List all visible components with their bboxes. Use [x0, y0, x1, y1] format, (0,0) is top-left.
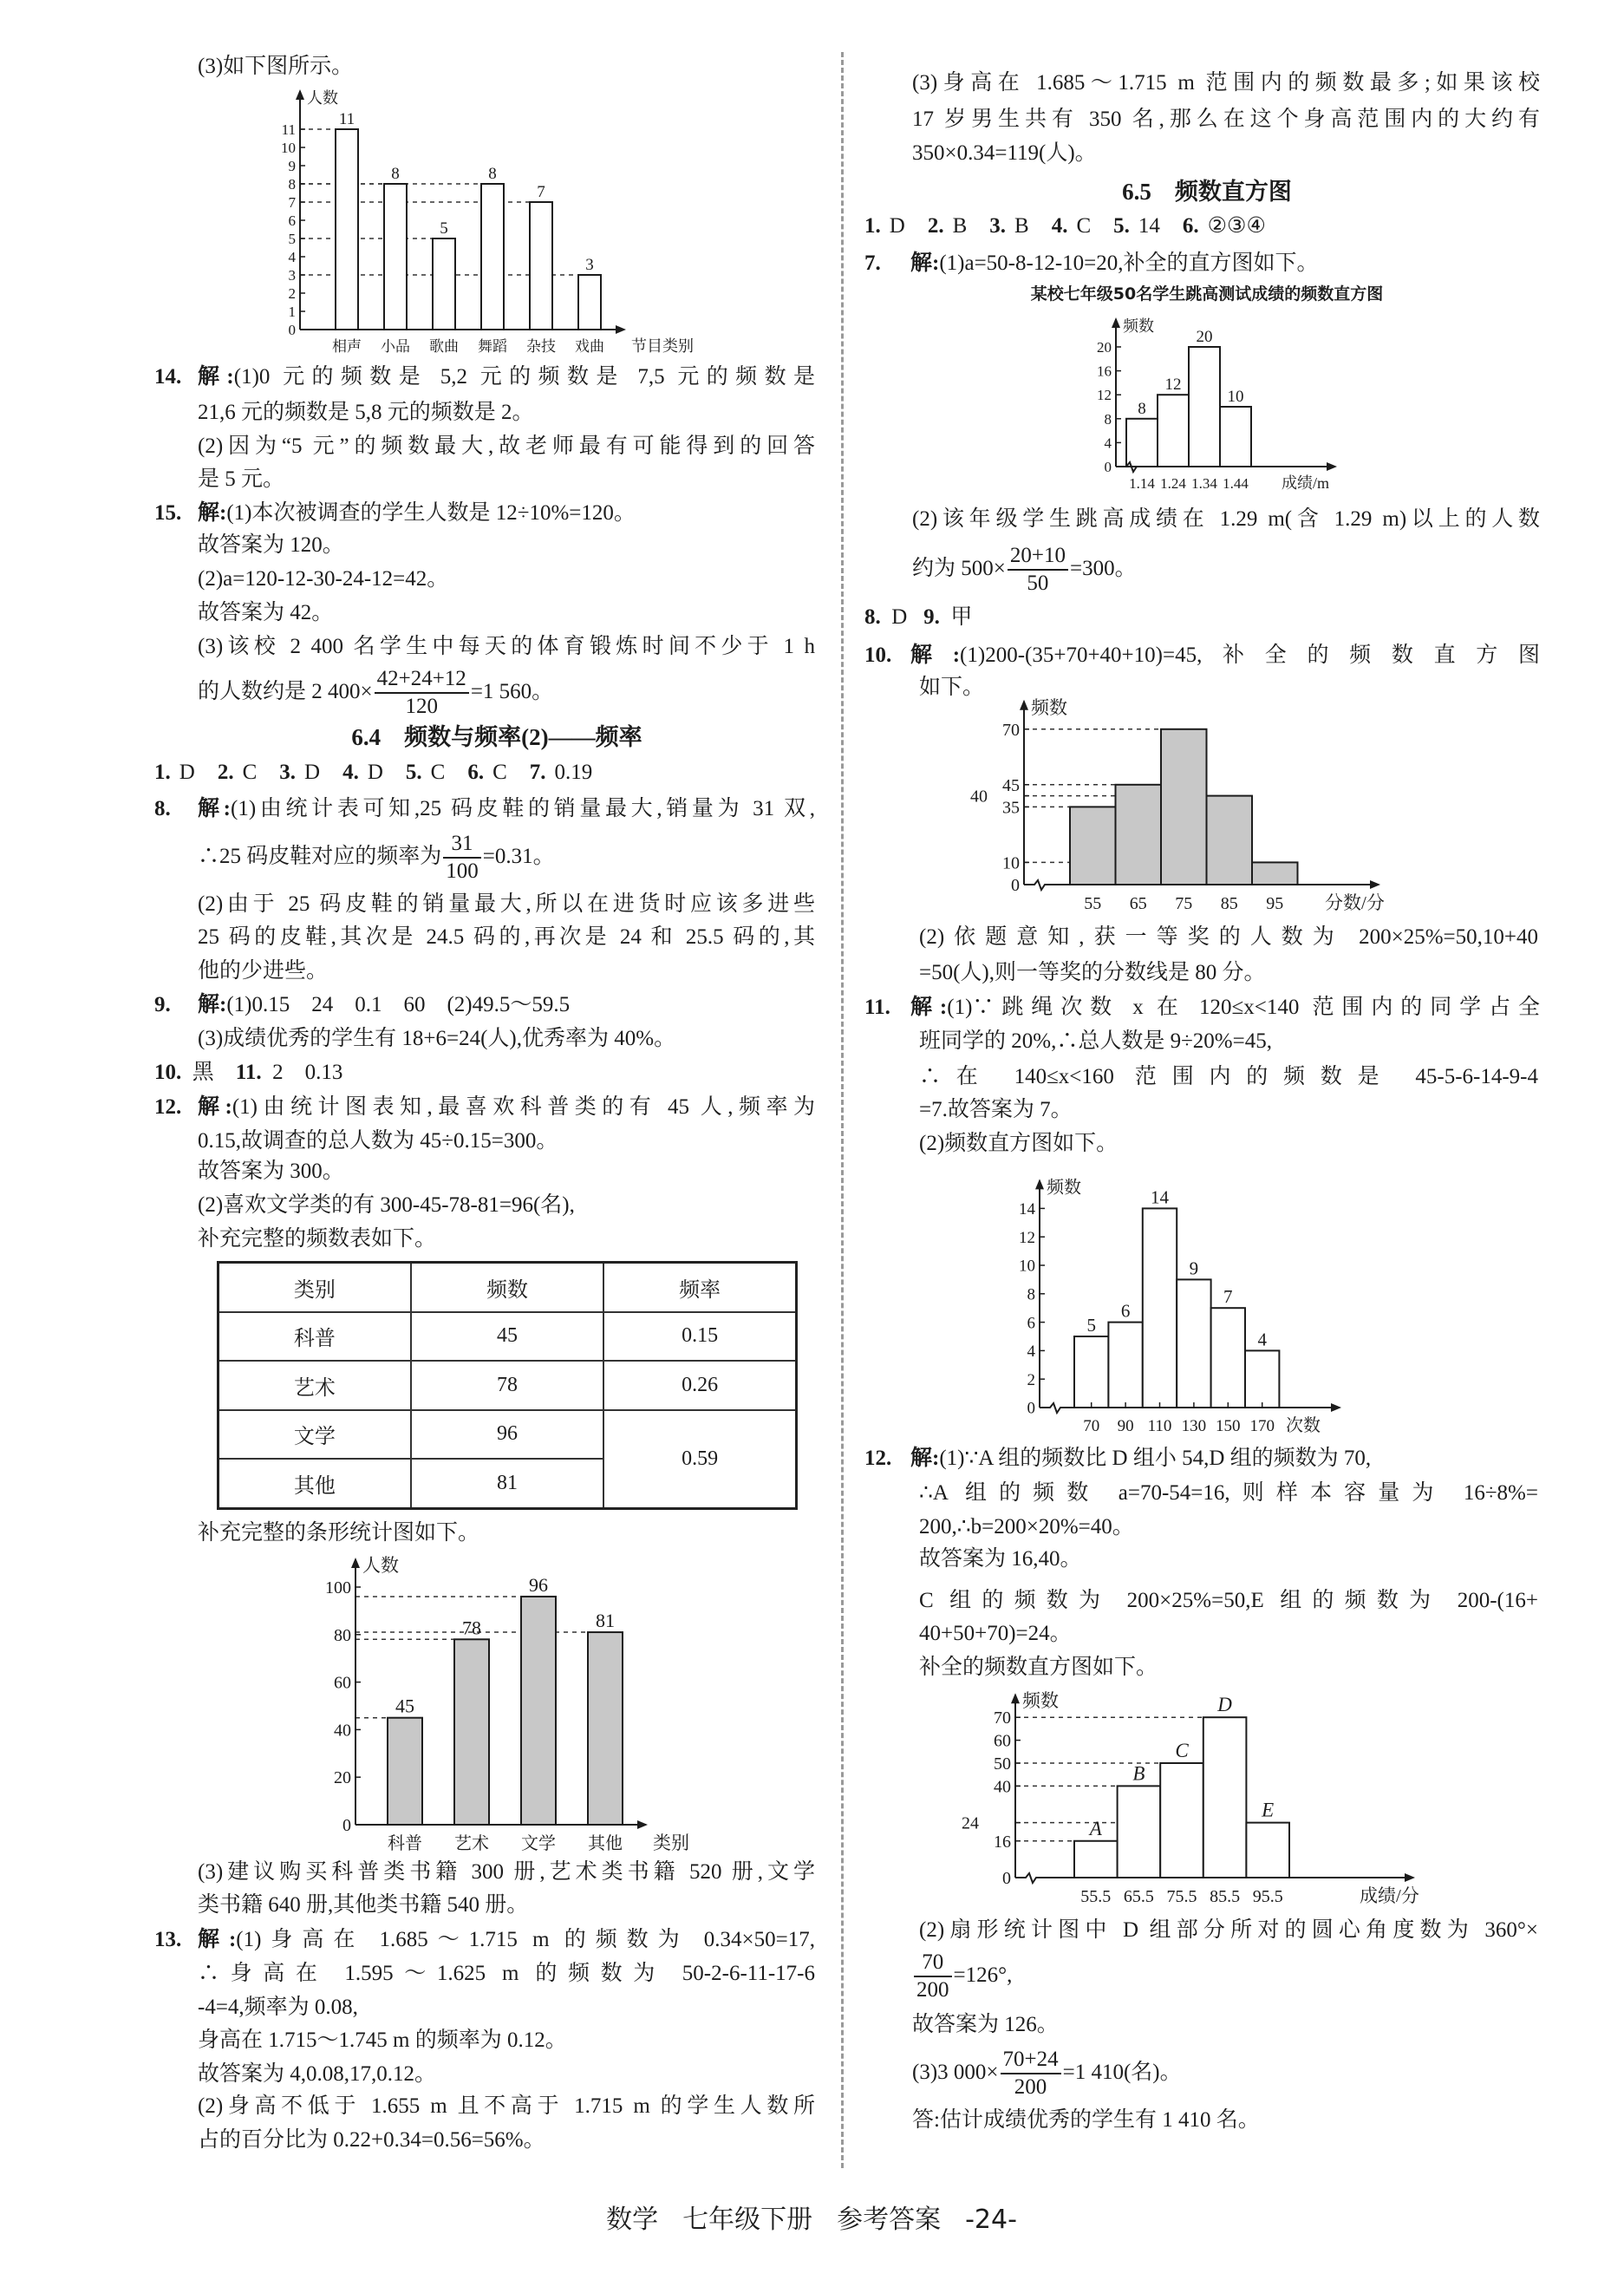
y-tick-label: 4 [288, 248, 296, 265]
x-tick-label: 90 [1117, 1417, 1134, 1435]
bar-value-label: 8 [391, 165, 400, 183]
y-axis-arrow [296, 89, 304, 100]
y-tick-label: 24 [962, 1813, 979, 1833]
y-tick-label: 4 [1027, 1343, 1035, 1362]
y-axis-arrow [1112, 317, 1120, 328]
table-row [218, 1410, 797, 1460]
x-axis [1024, 880, 1379, 890]
x-tick-label: 75.5 [1166, 1887, 1197, 1906]
x-tick-label: 55.5 [1080, 1887, 1112, 1906]
q14-line: 是 5 元。 [198, 467, 285, 491]
q15-line: (2)a=120-12-30-24-12=42。 [198, 567, 449, 591]
bar [1116, 785, 1162, 885]
y-axis-arrow [351, 1558, 360, 1568]
x-tick-label: 小品 [381, 338, 410, 355]
x-axis-title: 类别 [653, 1832, 689, 1853]
histogram-title: 某校七年级50名学生跳高测试成绩的频数直方图 [1030, 284, 1384, 304]
bar [1074, 1336, 1108, 1408]
y-tick-label: 8 [1027, 1285, 1035, 1304]
table-cell: 81 [411, 1459, 603, 1508]
x-tick-label: 1.14 [1129, 475, 1155, 492]
table-cell: 0.15 [603, 1312, 796, 1362]
q15-line: 故答案为 120。 [198, 533, 344, 557]
choice-answer: C [492, 761, 507, 784]
y-tick-label: 0 [288, 321, 296, 338]
bar [481, 184, 504, 330]
choice-answer: C [430, 761, 446, 784]
bar-value-label: 12 [1164, 376, 1182, 395]
bar-value-label: 5 [440, 219, 448, 238]
x-tick-label: 110 [1147, 1417, 1172, 1435]
footer-grade: 七年级下册 [682, 2205, 813, 2235]
choice-number: 3. [279, 761, 296, 784]
table-cell: 45 [411, 1312, 603, 1362]
q7-number: 7. [864, 252, 881, 275]
q12-line: 类书籍 640 册,其他类书籍 540 册。 [198, 1893, 529, 1917]
q14-line: (2)因为“5 元”的频数最大,故老师最有可能得到的回答 [198, 434, 815, 458]
q13-part3-line: (3)身高在 1.685～1.715 m 范围内的频数最多;如果该校 [912, 71, 1540, 95]
y-tick-label: 40 [970, 787, 988, 807]
bar [1158, 395, 1189, 467]
bar-value-label: 20 [1196, 328, 1213, 346]
bar [578, 275, 601, 330]
y-tick-label: 12 [1097, 387, 1112, 404]
q12-line: 故答案为 300。 [198, 1160, 344, 1183]
choice-number: 4. [342, 761, 359, 784]
x-tick-label: 150 [1216, 1417, 1241, 1435]
y-tick-label: 12 [1019, 1228, 1035, 1247]
bar-value-label: 14 [1151, 1186, 1169, 1208]
bar-value-label: 78 [462, 1617, 481, 1639]
q12-line: 故答案为 126。 [912, 2013, 1059, 2036]
q14-line: 21,6 元的频数是 5,8 元的频数是 2。 [198, 401, 534, 424]
x-tick-label: 85.5 [1210, 1887, 1241, 1906]
bar-value-label: 96 [529, 1573, 548, 1596]
q8-line: 25 码的皮鞋,其次是 24.5 码的,再次是 24 和 25.5 码的,其 [198, 925, 815, 949]
x-tick-label: 相声 [332, 338, 362, 355]
y-axis-title: 频数 [1031, 696, 1067, 718]
x-tick-label: 1.44 [1223, 475, 1249, 492]
x-axis-arrow [616, 325, 626, 334]
choice-answer: C [242, 761, 258, 784]
bar [530, 202, 552, 330]
x-tick-label: 95 [1266, 894, 1284, 913]
bar-group-label: E [1262, 1799, 1275, 1821]
column-divider [841, 52, 844, 2168]
fraction: $\frac{20+10}{50}$ [1008, 543, 1068, 597]
bar [384, 184, 407, 330]
y-tick-label: 0 [1104, 458, 1112, 475]
choice-number: 6. [467, 761, 485, 784]
bar-group-label: C [1175, 1740, 1189, 1761]
choice-answer: B [1014, 214, 1029, 238]
choice-number: 3. [989, 214, 1006, 238]
y-axis-title: 人数 [362, 1555, 399, 1576]
table-row [218, 1312, 797, 1362]
q10-line: =50(人),则一等奖的分数线是 80 分。 [919, 961, 1266, 984]
y-tick-label: 2 [1027, 1370, 1035, 1389]
q11-number: 11. [864, 996, 890, 1019]
q7-line: 解:(1)a=50-8-12-10=20,补全的直方图如下。 [910, 252, 1319, 275]
fraction: $\frac{31}{100}$ [443, 831, 481, 885]
choice-answer: ②③④ [1207, 214, 1266, 238]
choice-answer: C [1076, 214, 1092, 238]
x-tick-label: 65.5 [1123, 1887, 1154, 1906]
choice-answers-6-4 [154, 758, 615, 787]
x-axis-arrow [1405, 1873, 1415, 1882]
y-tick-label: 10 [1019, 1257, 1035, 1276]
q13-part3-line: 350×0.34=119(人)。 [912, 141, 1097, 165]
page-number: -24- [965, 2205, 1017, 2235]
x-axis-arrow [1370, 880, 1380, 889]
bar [1108, 1323, 1142, 1408]
choice-number: 7. [529, 761, 546, 784]
q10-line: 解:(1)200-(35+70+40+10)=45,补全的频数直方图 [910, 643, 1541, 667]
bar [433, 238, 455, 330]
x-axis-title: 成绩/m [1282, 474, 1330, 492]
bar [388, 1718, 422, 1825]
fraction: $\frac{70}{200}$ [914, 1950, 952, 2003]
x-tick-label: 艺术 [454, 1834, 489, 1853]
section-heading-6-4: 6.4 频数与频率(2)——频率 [351, 724, 642, 750]
q12-line: (2)扇形统计图中 D 组部分所对的圆心角度数为 360°× [919, 1918, 1538, 1942]
q12-line: 解:(1)∵A 组的频数比 D 组小 54,D 组的频数为 70, [910, 1447, 1372, 1470]
q12-line: 200,∴b=200×20%=40。 [919, 1515, 1134, 1539]
bar [1143, 1208, 1177, 1408]
table-cell: 艺术 [218, 1361, 411, 1410]
bar-value-label: 7 [1223, 1286, 1233, 1308]
y-tick-label: 2 [288, 284, 296, 302]
choice-number: 1. [154, 761, 171, 784]
x-axis-title: 次数 [1286, 1416, 1321, 1435]
bar [1220, 407, 1251, 467]
q15-line: 解:(1)本次被调查的学生人数是 12÷10%=120。 [198, 501, 636, 525]
q13-part3-line: 17 岁男生共有 350 名,那么在这个身高范围内的大约有 [912, 108, 1540, 131]
bar-value-label: 6 [1120, 1300, 1131, 1322]
bar [1245, 1350, 1279, 1408]
y-tick-label: 0 [1011, 876, 1020, 895]
q8-line: 他的少进些。 [198, 959, 329, 983]
y-tick-label: 45 [1002, 775, 1020, 795]
y-tick-label: 60 [994, 1731, 1011, 1751]
bar-value-label: 8 [1138, 399, 1146, 418]
bar [588, 1632, 623, 1825]
q8-number: 8. [154, 797, 171, 820]
bar-group-label: D [1217, 1694, 1232, 1716]
x-tick-label: 科普 [388, 1834, 422, 1853]
q12-line: 40+50+70)=24。 [919, 1622, 1072, 1645]
table-header: 类别 [218, 1263, 411, 1312]
bar [1211, 1308, 1245, 1408]
y-axis-arrow [1011, 1693, 1020, 1703]
y-tick-label: 5 [288, 230, 296, 247]
q10-line: 如下。 [919, 676, 985, 699]
x-axis-title: 分数/分 [1325, 892, 1385, 913]
bar [1160, 1763, 1203, 1878]
table-cell: 其他 [218, 1459, 411, 1508]
y-tick-label: 10 [281, 139, 296, 156]
q12-line: 补充完整的条形统计图如下。 [198, 1521, 480, 1545]
bar-group-label: A [1089, 1817, 1102, 1839]
bar [1252, 862, 1298, 885]
x-axis [1015, 1873, 1413, 1883]
bar [336, 129, 358, 330]
q12-line: 补充完整的频数表如下。 [198, 1227, 437, 1251]
bar [1070, 807, 1116, 885]
q11-line: =7.故答案为 7。 [919, 1098, 1073, 1121]
q13-line: 解:(1)身高在 1.685～1.715 m 的频数为 0.34×50=17, [198, 1928, 816, 1951]
x-tick-label: 95.5 [1252, 1887, 1283, 1906]
y-tick-label: 70 [994, 1708, 1011, 1728]
q11-line: ∴在 140≤x<160 范围内的频数是 45-5-6-14-9-4 [919, 1065, 1538, 1088]
q12-line: (3)建议购买科普类书籍 300 册,艺术类书籍 520 册,文学 [198, 1860, 815, 1884]
y-tick-label: 0 [1027, 1399, 1035, 1418]
q12-line: 故答案为 16,40。 [919, 1547, 1082, 1571]
q12-number: 12. [154, 1095, 182, 1119]
fraction: $\frac{42+24+12}{120}$ [375, 666, 469, 720]
y-tick-label: 80 [334, 1625, 351, 1645]
y-tick-label: 11 [281, 121, 296, 138]
choice-number: 5. [1113, 214, 1130, 238]
q9-line: 解:(1)0.15 24 0.1 60 (2)49.5～59.5 [198, 993, 571, 1016]
y-tick-label: 20 [1097, 338, 1112, 356]
q12-line: (2)喜欢文学类的有 300-45-78-81=96(名), [198, 1193, 575, 1217]
choice-number: 2. [927, 214, 944, 238]
q7-line: (2)该年级学生跳高成绩在 1.29 m(含 1.29 m)以上的人数 [912, 507, 1540, 531]
q12-number: 12. [864, 1447, 892, 1470]
choice-answer: D [367, 761, 383, 784]
q13-line: ∴身高在 1.595～1.625 m 的频数为 50-2-6-11-17-6 [198, 1962, 815, 1985]
q13-line: (2)身高不低于 1.655 m 且不高于 1.715 m 的学生人数所 [198, 2094, 815, 2118]
fraction: $\frac{70+24}{200}$ [1001, 2047, 1061, 2100]
x-tick-label: 1.24 [1160, 475, 1186, 492]
y-axis-title: 频数 [1123, 317, 1154, 335]
q12-line: 0.15,故调查的总人数为 45÷0.15=300。 [198, 1129, 558, 1153]
bar-value-label: 9 [1189, 1258, 1199, 1279]
q14-number: 14. [154, 365, 182, 389]
bar-value-label: 7 [537, 183, 545, 201]
y-tick-label: 60 [334, 1673, 351, 1693]
q10-number: 10. [864, 643, 892, 667]
bar [1161, 729, 1207, 885]
x-tick-label: 1.34 [1191, 475, 1217, 492]
y-axis-title: 频数 [1022, 1690, 1059, 1712]
bar-value-label: 4 [1257, 1329, 1267, 1350]
y-tick-label: 7 [288, 193, 296, 211]
x-axis [1116, 462, 1335, 472]
bar [1177, 1279, 1210, 1408]
bar-group-label: B [1132, 1762, 1145, 1785]
y-axis-title: 频数 [1047, 1178, 1081, 1198]
table-cell: 科普 [218, 1312, 411, 1362]
table-cell: 文学 [218, 1410, 411, 1460]
y-tick-label: 8 [1104, 410, 1112, 428]
q15-line-fraction: 的人数约是 2 400× $\frac{42+24+12}{120}$ =1 560。 [198, 667, 554, 719]
section-heading-6-5: 6.5 频数直方图 [1122, 179, 1292, 205]
page-footer [594, 2198, 1029, 2236]
y-tick-label: 100 [325, 1578, 351, 1597]
y-axis-arrow [1020, 700, 1028, 710]
bar [1189, 347, 1220, 467]
q8-line-fraction: ∴25 码皮鞋对应的频率为 $\frac{31}{100}$ =0.31。 [198, 832, 555, 884]
x-tick-label: 170 [1249, 1417, 1275, 1435]
choice-number: 4. [1051, 214, 1068, 238]
bar-value-label: 5 [1086, 1315, 1096, 1336]
x-tick-label: 55 [1084, 894, 1102, 913]
q8-line: 解:(1)由统计表可知,25 码皮鞋的销量最大,销量为 31 双, [198, 797, 816, 820]
choice-answers-6-5 [864, 212, 1288, 241]
q12-line: C 组的频数为 200×25%=50,E 组的频数为 200-(16+ [919, 1589, 1538, 1612]
table-cell: 0.26 [603, 1361, 796, 1410]
bar [1207, 796, 1253, 885]
bar-value-label: 81 [596, 1610, 615, 1632]
x-tick-label: 杂技 [526, 338, 556, 355]
x-axis [1040, 1403, 1340, 1413]
y-tick-label: 0 [1002, 1869, 1011, 1888]
q12-line: 答:估计成绩优秀的学生有 1 410 名。 [912, 2108, 1260, 2132]
choice-number: 1. [864, 214, 881, 238]
bar [1246, 1823, 1289, 1878]
footer-subject: 数学 [606, 2205, 659, 2235]
q11-line: 班同学的 20%,∴总人数是 9÷20%=45, [919, 1029, 1272, 1053]
q13-part3-text: (3)如下图所示。 [198, 55, 354, 78]
y-tick-label: 9 [288, 157, 296, 174]
x-axis-arrow [1331, 1403, 1341, 1412]
bar-value-label: 3 [585, 256, 594, 274]
y-tick-label: 14 [1019, 1200, 1035, 1219]
q8-line: (2)由于 25 码皮鞋的销量最大,所以在进货时应该多进些 [198, 892, 815, 916]
table-header-row [218, 1263, 797, 1312]
q12-line: 补全的频数直方图如下。 [919, 1656, 1158, 1679]
q12-line: 解:(1)由统计图表知,最喜欢科普类的有 45 人,频率为 [198, 1095, 815, 1119]
q15-line: (3)该校 2 400 名学生中每天的体育锻炼时间不少于 1 h [198, 635, 815, 658]
table-cell-merged: 0.59 [603, 1410, 796, 1509]
q13-line: -4=4,频率为 0.08, [198, 1996, 358, 2019]
x-tick-label: 130 [1181, 1417, 1207, 1435]
choice-answer: 0.19 [554, 761, 593, 784]
choice-number: 2. [217, 761, 234, 784]
y-tick-label: 3 [288, 266, 296, 284]
y-tick-label: 16 [994, 1832, 1011, 1852]
bar-value-label: 10 [1227, 388, 1244, 406]
q14-line: 解:(1)0 元的频数是 5,2 元的频数是 7,5 元的频数是 [198, 365, 816, 389]
q11-line: (2)频数直方图如下。 [919, 1132, 1119, 1155]
q9-number: 9. [154, 993, 171, 1016]
bar [1118, 1786, 1161, 1878]
choice-answer: B [952, 214, 968, 238]
x-tick-label: 其他 [588, 1834, 623, 1853]
table-cell: 96 [411, 1410, 603, 1460]
y-tick-label: 10 [1002, 853, 1020, 873]
footer-title: 参考答案 [837, 2205, 942, 2235]
q9-line: (3)成绩优秀的学生有 18+6=24(人),优秀率为 40%。 [198, 1027, 676, 1050]
y-tick-label: 35 [1002, 798, 1020, 818]
y-tick-label: 4 [1104, 434, 1112, 452]
y-axis-title: 人数 [307, 89, 338, 107]
x-axis-title: 成绩/分 [1360, 1885, 1419, 1906]
table-header: 频率 [603, 1263, 796, 1312]
x-tick-label: 75 [1175, 894, 1193, 913]
y-tick-label: 0 [342, 1816, 351, 1835]
choice-answer: D [179, 761, 195, 784]
bar-value-label: 45 [395, 1695, 414, 1717]
choice-answer: D [304, 761, 321, 784]
table-cell: 78 [411, 1361, 603, 1410]
x-tick-label: 歌曲 [429, 338, 459, 355]
y-tick-label: 16 [1097, 363, 1112, 380]
q11-line: 解:(1)∵跳绳次数 x 在 120≤x<140 范围内的同学占全 [910, 996, 1540, 1019]
bar-value-label: 11 [338, 110, 355, 128]
q13-line: 故答案为 4,0.08,17,0.12。 [198, 2062, 437, 2086]
q8-q9-answers: 8. D 9. 甲 [864, 605, 973, 629]
y-tick-label: 50 [994, 1754, 1011, 1774]
choice-answer: D [889, 214, 905, 238]
q7-line-fraction: 约为 500× $\frac{20+10}{50}$ =300。 [912, 544, 1137, 596]
y-tick-label: 6 [288, 212, 296, 229]
bar [1126, 419, 1158, 467]
x-axis-arrow [637, 1820, 648, 1829]
table-row [218, 1361, 797, 1410]
q13-line: 身高在 1.715～1.745 m 的频率为 0.12。 [198, 2028, 567, 2052]
table-header: 频数 [411, 1263, 603, 1312]
bar [1203, 1717, 1247, 1878]
x-axis-arrow [1327, 462, 1337, 471]
y-tick-label: 40 [994, 1777, 1011, 1797]
q15-number: 15. [154, 501, 182, 525]
x-tick-label: 70 [1083, 1417, 1100, 1435]
bar [1074, 1841, 1118, 1878]
q12-line-fraction: $\frac{70}{200}$ =126°, [912, 1948, 1012, 2003]
x-tick-label: 文学 [521, 1834, 556, 1853]
choice-number: 6. [1182, 214, 1199, 238]
q12-line-fraction: (3)3 000× $\frac{70+24}{200}$ =1 410(名)。 [912, 2048, 1182, 2100]
bar-value-label: 8 [488, 165, 497, 183]
y-tick-label: 8 [288, 175, 296, 193]
y-tick-label: 1 [288, 303, 296, 320]
bar [454, 1639, 489, 1825]
y-tick-label: 6 [1027, 1314, 1035, 1333]
q13-line: 占的百分比为 0.22+0.34=0.56=56%。 [198, 2128, 545, 2152]
q15-line: 故答案为 42。 [198, 601, 334, 624]
x-tick-label: 舞蹈 [478, 338, 507, 355]
q10-line: (2)依题意知,获一等奖的人数为 200×25%=50,10+40 [919, 925, 1538, 949]
y-tick-label: 70 [1002, 720, 1020, 740]
x-axis-title: 节目类别 [631, 337, 694, 355]
q10-q11-answers: 10. 黑 11. 2 0.13 [154, 1061, 343, 1084]
q12-line: ∴A 组的频数 a=70-54=16,则样本容量为 16÷8%= [919, 1481, 1538, 1505]
frequency-table [217, 1261, 798, 1510]
x-tick-label: 65 [1129, 894, 1147, 913]
q13-number: 13. [154, 1928, 182, 1951]
bar [521, 1597, 556, 1825]
x-tick-label: 戏曲 [575, 338, 604, 355]
y-tick-label: 40 [334, 1721, 351, 1741]
choice-number: 5. [405, 761, 422, 784]
y-axis-arrow [1035, 1179, 1044, 1189]
y-tick-label: 20 [334, 1768, 351, 1788]
choice-answer: 14 [1138, 214, 1160, 238]
x-tick-label: 85 [1220, 894, 1238, 913]
